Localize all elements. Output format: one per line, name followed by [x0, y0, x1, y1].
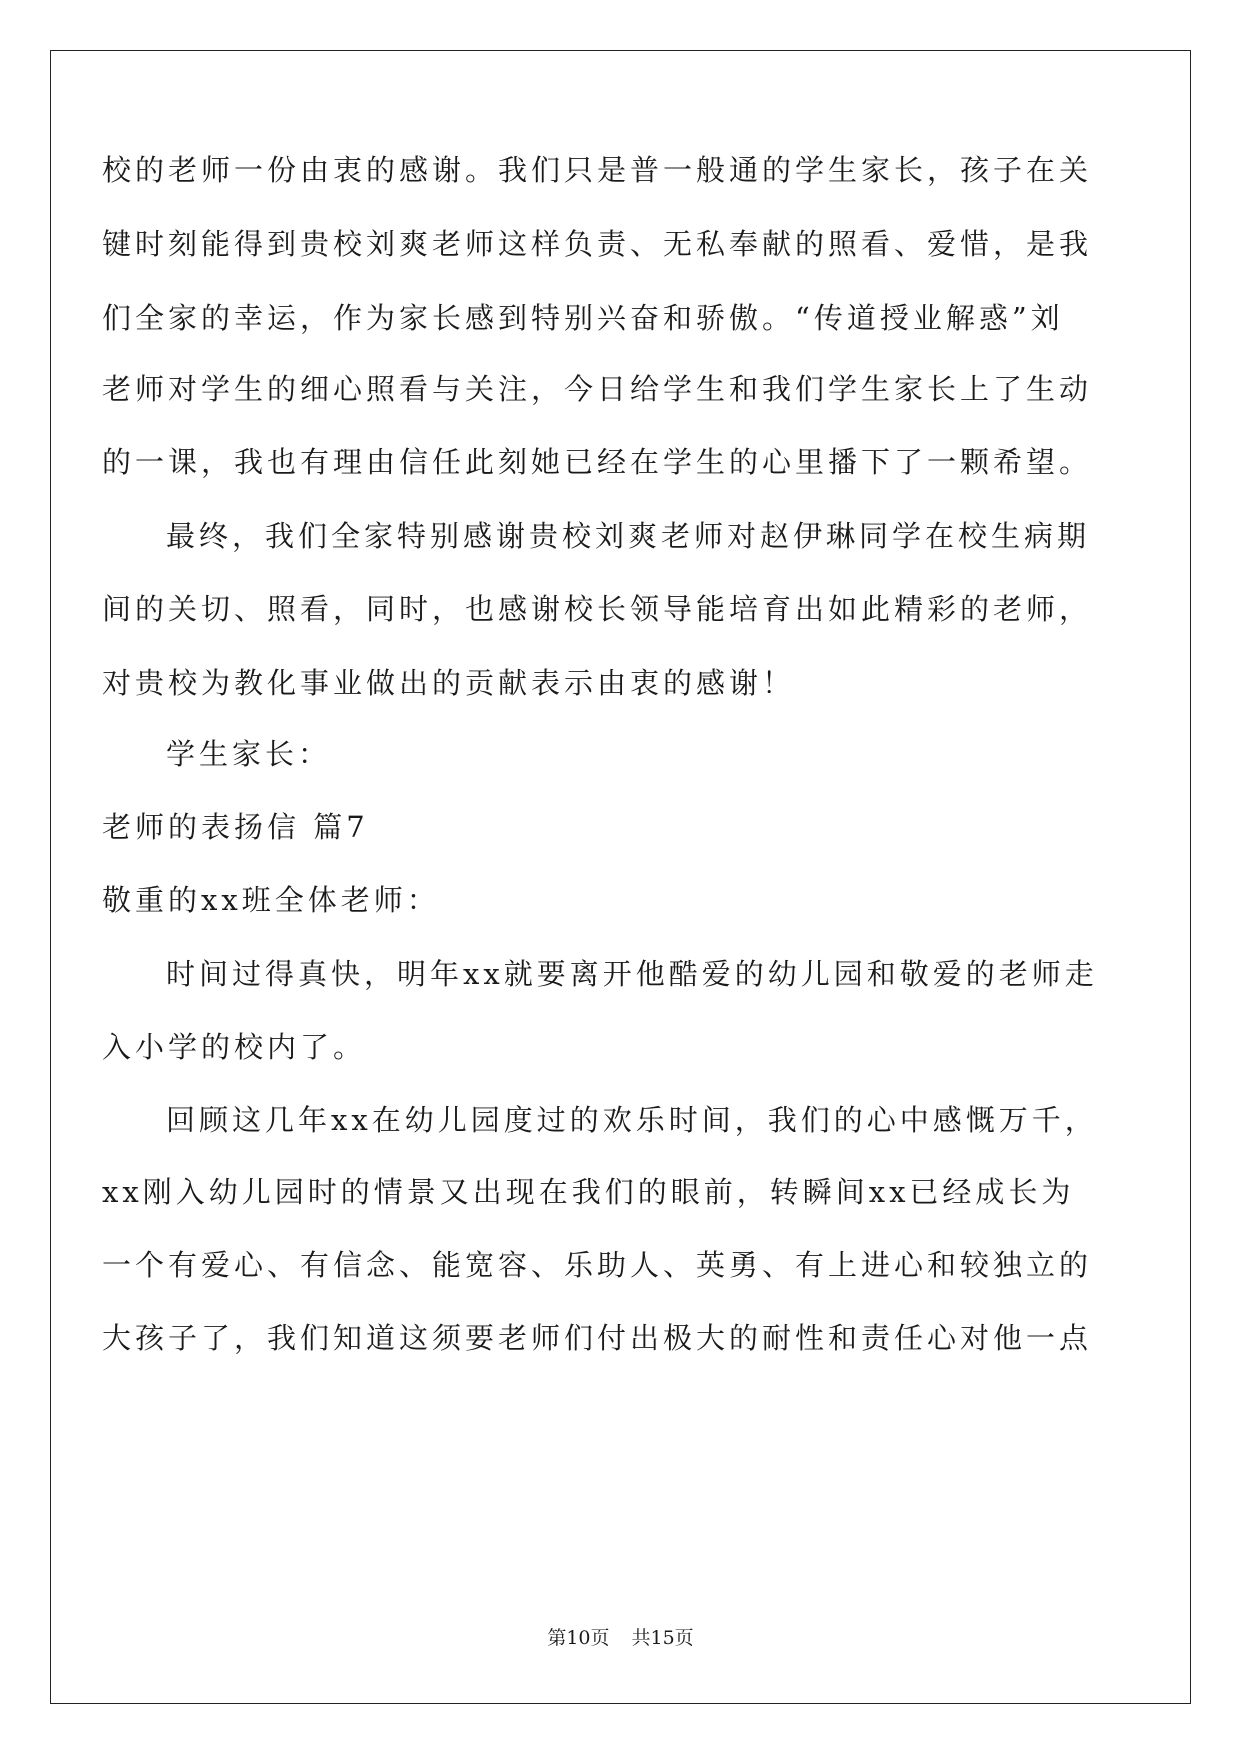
body-line: 入小学的校内了。 — [102, 1030, 367, 1064]
signature-label: 学生家长： — [166, 737, 332, 771]
body-line: 间的关切、照看，同时，也感谢校长领导能培育出如此精彩的老师， — [102, 592, 1093, 626]
body-line: 对贵校为教化事业做出的贡献表示由衷的感谢！ — [102, 666, 796, 700]
salutation: 敬重的xx班全体老师： — [102, 883, 440, 917]
section-heading: 老师的表扬信 篇7 — [102, 810, 369, 844]
body-line: 老师对学生的细心照看与关注，今日给学生和我们学生家长上了生动 — [102, 372, 1093, 406]
page-total: 共15页 — [631, 1627, 694, 1649]
body-line: xx刚入幼儿园时的情景又出现在我们的眼前，转瞬间xx已经成长为 — [102, 1175, 1075, 1209]
page-number: 第10页 — [547, 1627, 610, 1649]
body-line: 的一课，我也有理由信任此刻她已经在学生的心里播下了一颗希望。 — [102, 445, 1093, 479]
body-line: 回顾这几年xx在幼儿园度过的欢乐时间，我们的心中感慨万千， — [166, 1103, 1098, 1137]
body-line: 键时刻能得到贵校刘爽老师这样负责、无私奉献的照看、爱惜，是我 — [102, 227, 1093, 261]
body-line: 大孩子了，我们知道这须要老师们付出极大的耐性和责任心对他一点 — [102, 1321, 1093, 1355]
body-line: 最终，我们全家特别感谢贵校刘爽老师对赵伊琳同学在校生病期 — [166, 519, 1091, 553]
body-line: 一个有爱心、有信念、能宽容、乐助人、英勇、有上进心和较独立的 — [102, 1248, 1093, 1282]
body-line: 时间过得真快，明年xx就要离开他酷爱的幼儿园和敬爱的老师走 — [166, 957, 1098, 991]
page-footer — [0, 1626, 1241, 1650]
body-line: 们全家的幸运，作为家长感到特别兴奋和骄傲。“传道授业解惑”刘 — [102, 301, 1064, 335]
body-line: 校的老师一份由衷的感谢。我们只是普一般通的学生家长，孩子在关 — [102, 153, 1093, 187]
